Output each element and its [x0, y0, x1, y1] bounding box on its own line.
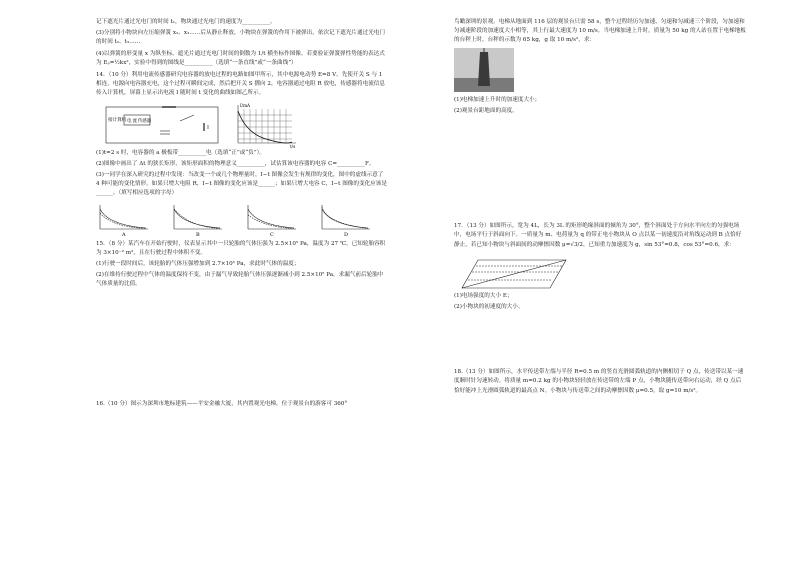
- q17-part2: (2)小物块的初速度的大小。: [454, 304, 524, 311]
- q15-part2: (2)在维持行驶过程中气体的温度保持不变，由于漏气导致轮胎气体压强逐渐减小到 2.5×10⁵ Pa，求漏气前后轮胎中气体质量的比值。: [96, 272, 384, 288]
- question-15: 15．（8 分）某汽车在开始行驶时，仪表显示其中一只轮胎的气体压强为 2.5×10⁵ Pa，温度为 27 ℃。已知轮胎容积为 3×10⁻² m³，且在行驶过程中体积不变。: [96, 240, 386, 256]
- q16-part2: (2)观景台距地面的高度。: [454, 108, 518, 115]
- question-16-start: 16.（10 分）图示为深圳市地标建筑——平安金融大厦，其内置观光电梯，位于观景台的游客可 360°: [96, 400, 348, 407]
- option-b: B: [196, 231, 200, 237]
- right-p1: 鸟瞰深圳的景观。电梯从地面到 116 层的观景台只需 58 s，整个过程经历匀加速、匀速和匀减速三个阶段，匀加速和匀减速阶段的加速度大小相等，其上行最大速度为 10 m/s。当电梯加速上升时，质量为 50 kg 的人站在置于电梯地板的台秤上时，台秤的示数为 65 kg，g 取 10 m/s²，求：: [454, 19, 746, 44]
- circuit-sensor-label: 电 流 传感器: [127, 117, 152, 123]
- q14-figures: [96, 101, 388, 149]
- question-18: 18.（13 分）如图所示，水平传送带左端与半径 R=0.5 m 的竖直光滑圆弧轨道的内侧相切于 Q 点，传送带以某一速度顺时针匀速转动。将质量 m=0.2 kg 的小物块轻轻放在传送带的左端 P 点，小物块随传送带向右运动，经 Q 点后恰好能冲上光滑圆弧轨道的最高点 N。小物块与传送带之间的动摩擦因数 μ=0.5，取 g=10 m/s²。: [454, 369, 744, 394]
- option-a: A: [122, 231, 126, 237]
- option-c: C: [270, 231, 274, 237]
- question-17: 17．（13 分）如图所示，宽为 4L，长为 3L 的矩形绝缘斜面的倾角为 30°，整个斜面处于方向水平向左的匀强电场中，电场平行于斜面向下。一质量为 m、电荷量为 q 的带正电小物块从 O 点以某一初速度沿对角线运动到 B 点恰好静止，若已知小物块与斜面间的动摩擦因数 μ=√3/2，已知重力加速度为 g，sin 53°=0.8，cos 53°=0.6，求：: [454, 223, 742, 248]
- graph-y-unit: I/mA: [240, 102, 251, 108]
- q16-part1: (1)电梯加速上升时的加速度大小；: [454, 96, 541, 103]
- q15-part1: (1)行驶一段时间后，该轮胎的气体压强增加到 2.7×10⁵ Pa，求此时气体的温度；: [96, 261, 300, 268]
- right-column: [454, 18, 746, 398]
- right-spacer-1: [454, 118, 746, 222]
- tower-photo: [454, 48, 514, 92]
- q17-part1: (1)电场强度的大小 E；: [454, 292, 513, 299]
- option-graphs: [96, 201, 388, 237]
- graph-x-unit: t/s: [290, 143, 296, 149]
- current-graph: [238, 102, 296, 143]
- q14-part1: (1)t=2 s 时，电容器的 a 极板带__________电（选填“正”或“负”）。: [96, 149, 266, 156]
- left-spacer: [96, 292, 388, 400]
- left-p3: (4)以弹簧的形变量 x 为纵坐标，遮光片通过光电门时间的倒数为 1/t 横坐标作图像。若要验证弹簧弹性势能的表达式为 Eₚ=½kx²，实验中得到的图线是__________（选填“一条直线”或“一条曲线”）: [96, 50, 385, 66]
- left-p1: 记下遮光片通过光电门的时间 t₁，物块通过光电门的速度为__________。: [96, 19, 276, 25]
- left-p2: (3)分别将小物块向左压缩弹簧 x₂、x₃……后从静止释放，小物块在弹簧的作用下被弹出，依次记下遮光片通过光电门的时间 t₂、t₃……: [96, 30, 385, 46]
- incline-diagram: [454, 252, 574, 292]
- left-column: [96, 18, 388, 411]
- question-14: 14．（10 分）利用电流传感器研究电容器的放电过程的电路如图甲所示，其中电源电动势 E=8 V。先使开关 S 与 1 相连，电源向电容器充电，这个过程可瞬间完成，然后把开关 S 掷向 2，电容器通过电阻 R 放电，传感器将电流信息传入计算机，屏幕上显示出电流 I 随时间 t 变化的曲线如图乙所示。: [96, 72, 385, 97]
- circuit-computer-label: 接计算机: [108, 116, 127, 122]
- q14-part3: (3)一同学在深入研究的过程中发现：当改变一个或几个物理量时，I−t 图像会发生有规律的变化，图中的虚线示意了 4 种可能的变化情形。如果只增大电阻 R，I−t 图像的变化应该是______；如果只增大电容 C，I−t 图像的变化应该是______。（填写相应选项的字母）: [96, 172, 387, 197]
- q14-part2: (2)图像中画出了 Δt 的狭长矩形，该矩形面积的物理意义__________，试估算该电容器的电容 C=__________F。: [96, 160, 375, 167]
- option-d: D: [344, 231, 349, 237]
- right-spacer-2: [454, 314, 746, 368]
- circuit-diagram: [106, 107, 218, 143]
